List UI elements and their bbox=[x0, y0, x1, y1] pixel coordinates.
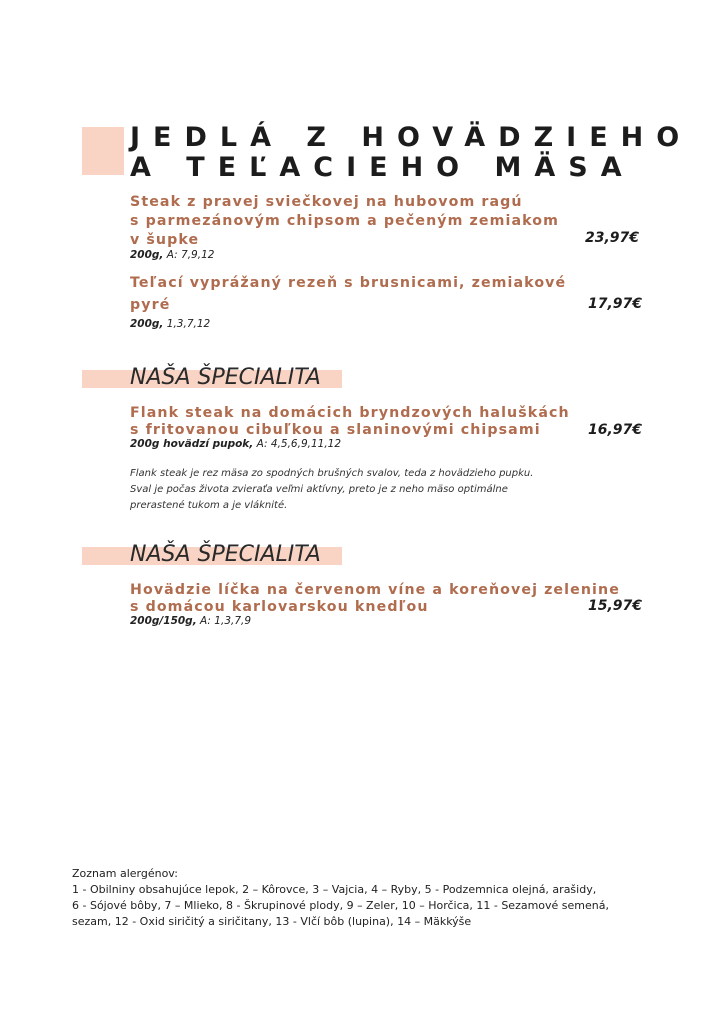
allergen-list-line-3: sezam, 12 - Oxid siričitý a siričitany, 13 - Vlčí bôb (lupina), 14 – Mäkkýše bbox=[72, 915, 472, 928]
title-accent-block bbox=[82, 127, 124, 175]
dish-1-weight: 200g, bbox=[130, 249, 164, 261]
dish-1-allergens: A: 7,9,12 bbox=[166, 249, 215, 261]
dish-1-name-line-2: s parmezánovým chipsom a pečeným zemiakom bbox=[130, 213, 560, 229]
dish-1-name-line-3: v šupke bbox=[130, 232, 200, 248]
special-1-price: 16,97€ bbox=[588, 422, 643, 438]
allergen-list-line-1: 1 - Obilniny obsahujúce lepok, 2 – Kôrovce, 3 – Vajcia, 4 – Ryby, 5 - Podzemnica olejná, arašidy, bbox=[72, 883, 597, 896]
dish-2-name-line-2: pyré bbox=[130, 297, 171, 313]
special-1-description-line-3: prerastené tukom a je vláknité. bbox=[130, 500, 288, 511]
special-2-name-line-1: Hovädzie líčka na červenom víne a koreňovej zelenine bbox=[130, 582, 620, 598]
special-2-price: 15,97€ bbox=[588, 598, 643, 614]
special-2-allergens: A: 1,3,7,9 bbox=[200, 615, 252, 627]
allergen-list-line-2: 6 - Sójové bôby, 7 – Mlieko, 8 - Škrupinové plody, 9 – Zeler, 10 – Horčica, 11 - Sezamové semená, bbox=[72, 899, 609, 912]
special-1-description-line-1: Flank steak je rez mäsa zo spodných brušných svalov, teda z hovädzieho pupku. bbox=[130, 468, 534, 479]
dish-1-meta bbox=[130, 249, 214, 261]
special-1-name-line-2: s fritovanou cibuľkou a slaninovými chipsami bbox=[130, 422, 541, 438]
allergen-list-title: Zoznam alergénov: bbox=[72, 867, 178, 880]
section-title-line-2: A TEĽACIEHO MÄSA bbox=[130, 152, 635, 183]
special-1-allergens: A: 4,5,6,9,11,12 bbox=[256, 438, 342, 450]
special-1-meta bbox=[130, 438, 341, 450]
dish-2-meta bbox=[130, 318, 210, 330]
special-1-heading: NAŠA ŠPECIALITA bbox=[130, 365, 321, 390]
special-2-heading: NAŠA ŠPECIALITA bbox=[130, 542, 321, 567]
dish-2-name-line-1: Teľací vyprážaný rezeň s brusnicami, zemiakové bbox=[130, 275, 567, 291]
special-1-name-line-1: Flank steak na domácich bryndzových haluškách bbox=[130, 405, 570, 421]
special-2-meta bbox=[130, 615, 251, 627]
special-2-name-line-2: s domácou karlovarskou knedľou bbox=[130, 599, 429, 615]
dish-1-price: 23,97€ bbox=[585, 230, 640, 246]
special-2-weight: 200g/150g, bbox=[130, 615, 197, 627]
section-title-line-1: JEDLÁ Z HOVÄDZIEHO bbox=[130, 122, 693, 153]
dish-1-name-line-1: Steak z pravej sviečkovej na hubovom ragú bbox=[130, 194, 523, 210]
dish-2-allergens: 1,3,7,12 bbox=[166, 318, 211, 330]
special-1-description-line-2: Sval je počas života zvieraťa veľmi aktívny, preto je z neho mäso optimálne bbox=[130, 484, 508, 495]
dish-2-price: 17,97€ bbox=[588, 296, 643, 312]
dish-2-weight: 200g, bbox=[130, 318, 164, 330]
special-1-weight: 200g hovädzí pupok, bbox=[130, 438, 254, 450]
